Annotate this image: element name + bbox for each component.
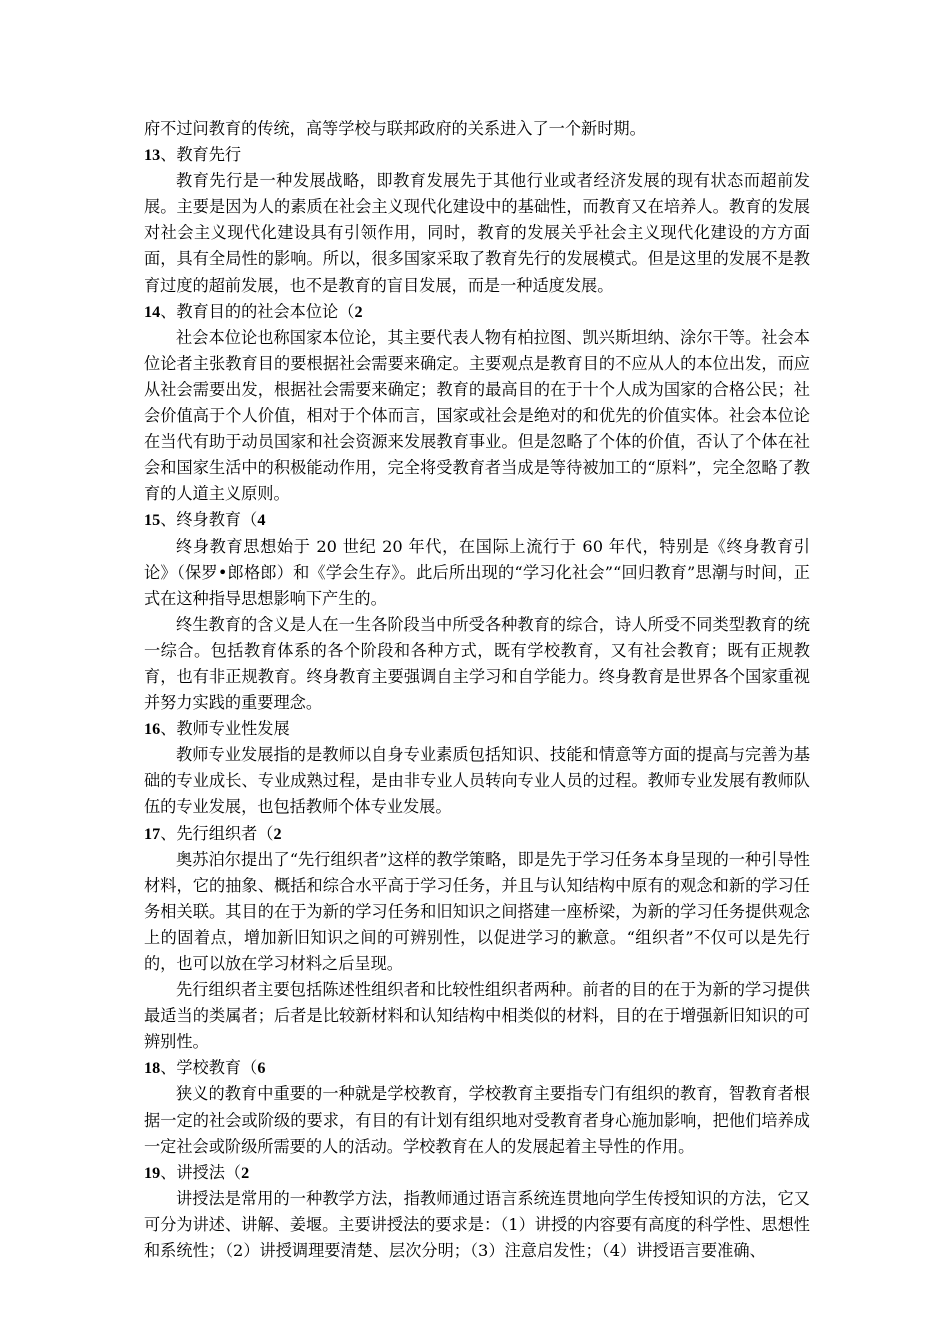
section-paragraph: 先行组织者主要包括陈述性组织者和比较性组织者两种。前者的目的在于为新的学习提供最适当的类属者；后者是比较新材料和认知结构中相类似的材料，目的在于增强新旧知识的可辨别性。 (144, 980, 810, 1052)
intro-paragraph: 府不过问教育的传统，高等学校与联邦政府的关系进入了一个新时期。 (144, 119, 646, 138)
section-18 (144, 1055, 810, 1159)
section-13 (144, 142, 810, 299)
section-title: 、终身教育（ (160, 510, 258, 530)
section-title-tail: 2 (354, 302, 363, 321)
section-19 (144, 1160, 810, 1264)
section-title: 、先行组织者（ (160, 823, 274, 843)
section-15 (144, 507, 810, 716)
section-number: 15 (144, 511, 161, 530)
section-title-tail: 2 (241, 1163, 250, 1182)
section-heading (144, 1160, 810, 1186)
section-title: 、学校教育（ (160, 1058, 258, 1078)
section-title-tail: 4 (257, 511, 266, 530)
section-paragraph: 讲授法是常用的一种教学方法，指教师通过语言系统连贯地向学生传授知识的方法，它又可分为讲述、讲解、姜堰。主要讲授法的要求是：（1）讲授的内容要有高度的科学性、思想性和系统性；（2）讲授调理要清楚、层次分明；（3）注意启发性；（4）讲授语言要准确、 (144, 1188, 810, 1261)
section-heading (144, 299, 810, 325)
section-number: 13 (144, 146, 161, 165)
section-heading (144, 507, 810, 533)
section-number: 19 (144, 1163, 161, 1182)
section-paragraph: 教师专业发展指的是教师以自身专业素质包括知识、技能和情意等方面的提高与完善为基础的专业成长、专业成熟过程，是由非专业人员转向专业人员的过程。教师专业发展有教师队伍的专业发展，也包括教师个体专业发展。 (144, 745, 810, 817)
section-title: 、讲授法（ (160, 1162, 242, 1182)
section-number: 14 (144, 302, 161, 321)
section-title: 、教师专业性发展 (160, 719, 290, 739)
section-number: 17 (144, 824, 161, 843)
section-heading (144, 1055, 810, 1081)
section-number: 18 (144, 1059, 161, 1078)
section-14 (144, 299, 810, 508)
section-title: 、教育先行 (160, 145, 242, 165)
section-title: 、教育目的的社会本位论（ (160, 301, 355, 321)
section-heading (144, 142, 810, 168)
sections-container (144, 142, 810, 1264)
section-16 (144, 716, 810, 820)
section-paragraph: 终身教育思想始于 20 世纪 20 年代，在国际上流行于 60 年代，特别是《终身教育引论》（保罗•郎格郎）和《学会生存》。此后所出现的“学习化社会”“回归教育”思潮与时间，正式在这种指导思想影响下产生的。 (144, 536, 810, 608)
section-heading (144, 716, 810, 742)
section-heading (144, 821, 810, 847)
section-title-tail: 6 (257, 1059, 266, 1078)
section-paragraph: 终生教育的含义是人在一生各阶段当中所受各种教育的综合，诗人所受不同类型教育的统一综合。包括教育体系的各个阶段和各种方式，既有学校教育，又有社会教育；既有正规教育，也有非正规教育。终身教育主要强调自主学习和自学能力。终身教育是世界各个国家重视并努力实践的重要理念。 (144, 614, 810, 713)
section-paragraph: 教育先行是一种发展战略，即教育发展先于其他行业或者经济发展的现有状态而超前发展。主要是因为人的素质在社会主义现代化建设中的基础性，而教育又在培养人。教育的发展对社会主义现代化建设具有引领作用，同时，教育的发展关乎社会主义现代化建设的方方面面，具有全局性的影响。所以，很多国家采取了教育先行的发展模式。但是这里的发展不是教育过度的超前发展，也不是教育的盲目发展，而是一种适度发展。 (144, 171, 810, 295)
section-number: 16 (144, 720, 161, 739)
section-paragraph: 社会本位论也称国家本位论，其主要代表人物有柏拉图、凯兴斯坦纳、涂尔干等。社会本位论者主张教育目的要根据社会需要来确定。主要观点是教育目的不应从人的本位出发，而应从社会需要出发，根据社会需要来确定；教育的最高目的在于十个人成为国家的合格公民；社会价值高于个人价值，相对于个体而言，国家或社会是绝对的和优先的价值实体。社会本位论在当代有助于动员国家和社会资源来发展教育事业。但是忽略了个体的价值，否认了个体在社会和国家生活中的积极能动作用，完全将受教育者当成是等待被加工的“原料”，完全忽略了教育的人道主义原则。 (144, 327, 810, 504)
section-paragraph: 奥苏泊尔提出了“先行组织者”这样的教学策略，即是先于学习任务本身呈现的一种引导性材料，它的抽象、概括和综合水平高于学习任务，并且与认知结构中原有的观念和新的学习任务相关联。其目的在于为新的学习任务和旧知识之间搭建一座桥梁，为新的学习任务提供观念上的固着点，增加新旧知识之间的可辨别性，以促进学习的歉意。“组织者”不仅可以是先行的，也可以放在学习材料之后呈现。 (144, 849, 810, 973)
section-paragraph: 狭义的教育中重要的一种就是学校教育，学校教育主要指专门有组织的教育，智教育者根据一定的社会或阶级的要求，有目的有计划有组织地对受教育者身心施加影响，把他们培养成一定社会或阶级所需要的人的活动。学校教育在人的发展起着主导性的作用。 (144, 1084, 810, 1156)
section-17 (144, 821, 810, 1056)
section-title-tail: 2 (273, 824, 282, 843)
